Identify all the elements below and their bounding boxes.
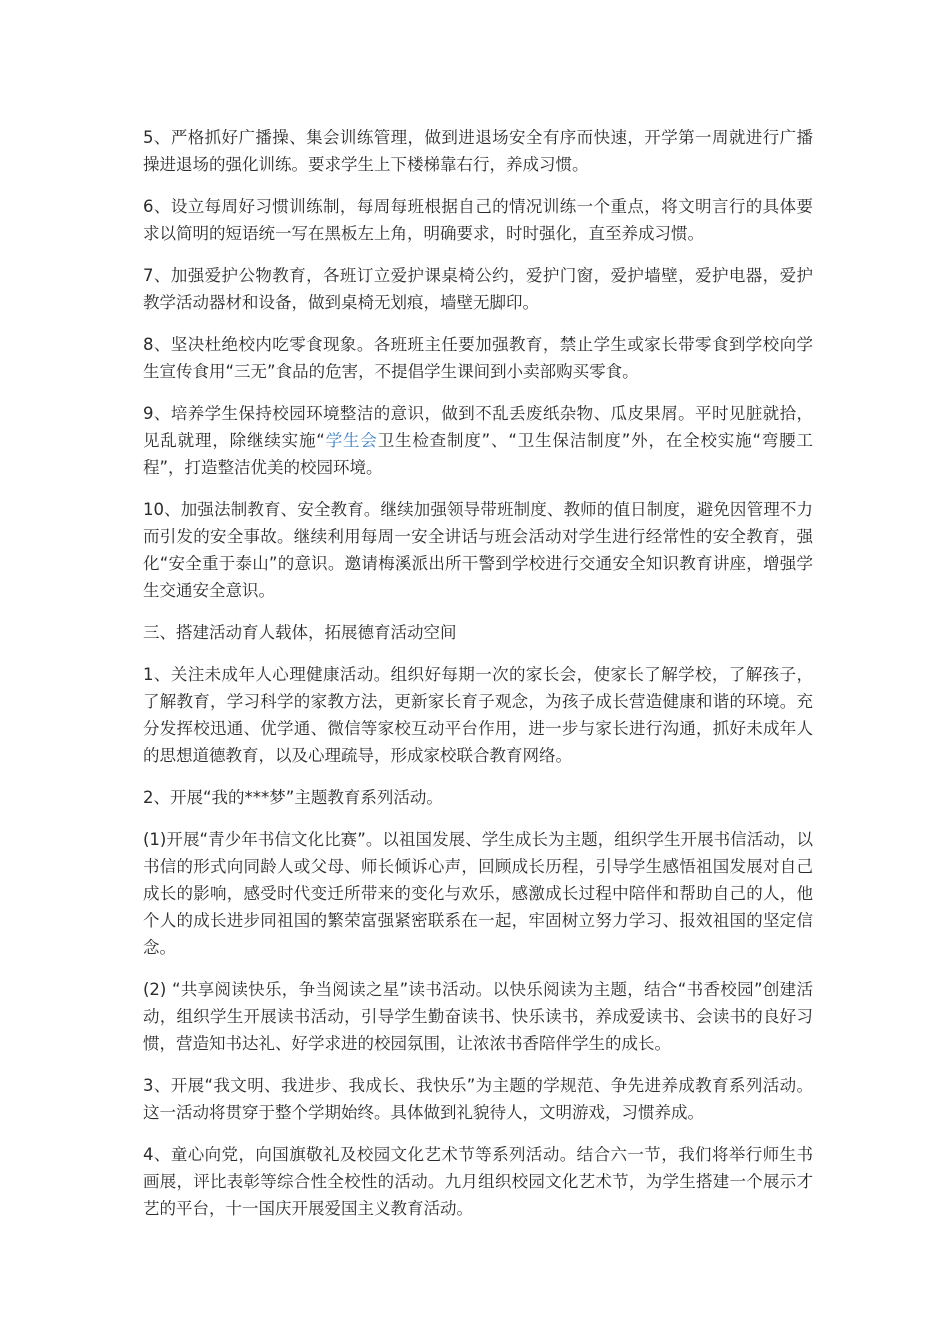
paragraph-activity-2: 2、开展“我的***梦”主题教育系列活动。 [143, 788, 443, 807]
paragraph-item-5: 5、严格抓好广播操、集会训练管理，做到进退场安全有序而快速，开学第一周就进行广播操进退场的强化训练。要求学生上下楼梯靠右行，养成习惯。 [143, 128, 813, 174]
paragraph-item-6: 6、设立每周好习惯训练制，每周每班根据自己的情况训练一个重点，将文明言行的具体要求以简明的短语统一写在黑板左上角，明确要求，时时强化，直至养成习惯。 [143, 197, 813, 243]
paragraph-activity-2-sub-2: (2) “共享阅读快乐，争当阅读之星”读书活动。以快乐阅读为主题，结合“书香校园”创建活动，组织学生开展读书活动，引导学生勤奋读书、快乐读书，养成爱读书、会读书的良好习惯，营造知书达礼、好学求进的校园氛围，让浓浓书香陪伴学生的成长。 [143, 980, 813, 1053]
document-body [143, 124, 813, 1237]
paragraph-activity-4: 4、童心向党，向国旗敬礼及校园文化艺术节等系列活动。结合六一节，我们将举行师生书画展，评比表彰等综合性全校性的活动。九月组织校园文化艺术节，为学生搭建一个展示才艺的平台，十一国庆开展爱国主义教育活动。 [143, 1145, 813, 1218]
paragraph-item-9 [143, 400, 813, 481]
paragraph-activity-3: 3、开展“我文明、我进步、我成长、我快乐”为主题的学规范、争先进养成教育系列活动。这一活动将贯穿于整个学期始终。具体做到礼貌待人，文明游戏，习惯养成。 [143, 1076, 813, 1122]
section-heading-3: 三、搭建活动育人载体，拓展德育活动空间 [143, 623, 457, 642]
paragraph-activity-1: 1、关注未成年人心理健康活动。组织好每期一次的家长会，使家长了解学校，了解孩子，了解教育，学习科学的家教方法，更新家长育子观念，为孩子成长营造健康和谐的环境。充分发挥校迅通、优学通、微信等家校互动平台作用，进一步与家长进行沟通，抓好未成年人的思想道德教育，以及心理疏导，形成家校联合教育网络。 [143, 665, 813, 765]
paragraph-item-10: 10、加强法制教育、安全教育。继续加强领导带班制度、教师的值日制度，避免因管理不力而引发的安全事故。继续利用每周一安全讲话与班会活动对学生进行经常性的安全教育，强化“安全重于泰山”的意识。邀请梅溪派出所干警到学校进行交通安全知识教育讲座，增强学生交通安全意识。 [143, 500, 813, 600]
student-union-link[interactable]: 学生会 [324, 431, 378, 450]
paragraph-item-9-after: 卫生检查制度”、“卫生保洁制度”外，在全校实施“弯腰工程”，打造整洁优美的校园环境。 [143, 431, 813, 477]
paragraph-item-9-before: 9、培养学生保持校园环境整洁的意识，做到不乱丢废纸杂物、瓜皮果屑。平时见脏就拾，见乱就理，除继续实施“ [143, 404, 813, 450]
paragraph-item-7: 7、加强爱护公物教育，各班订立爱护课桌椅公约，爱护门窗，爱护墙壁，爱护电器，爱护教学活动器材和设备，做到桌椅无划痕，墙壁无脚印。 [143, 266, 813, 312]
paragraph-item-8: 8、坚决杜绝校内吃零食现象。各班班主任要加强教育，禁止学生或家长带零食到学校向学生宣传食用“三无”食品的危害，不提倡学生课间到小卖部购买零食。 [143, 335, 813, 381]
paragraph-activity-2-sub-1: (1)开展“青少年书信文化比赛”。以祖国发展、学生成长为主题，组织学生开展书信活动，以书信的形式向同龄人或父母、师长倾诉心声，回顾成长历程，引导学生感悟祖国发展对自己成长的影响，感受时代变迁所带来的变化与欢乐，感激成长过程中陪伴和帮助自己的人，他个人的成长进步同祖国的繁荣富强紧密联系在一起，牢固树立努力学习、报效祖国的坚定信念。 [143, 830, 813, 957]
